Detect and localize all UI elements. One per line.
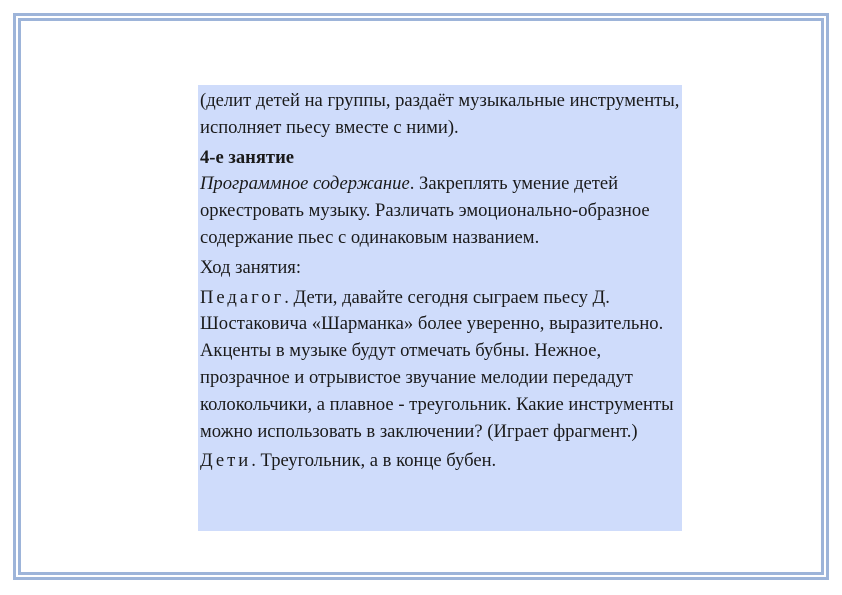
lesson-heading: 4-е занятие <box>200 146 295 168</box>
children-label: Дети <box>200 450 252 472</box>
teacher-paragraph <box>200 285 680 446</box>
program-label: Программное содержание <box>200 173 410 195</box>
text-content-box <box>198 85 682 531</box>
intro-paragraph: (делит детей на группы, раздаёт музыкальные инструменты, исполняет пьесу вместе с ними). <box>200 90 680 138</box>
children-paragraph <box>200 448 680 475</box>
teacher-text: . Дети, давайте сегодня сыграем пьесу Д. Шостаковича «Шарманка» более уверенно, выразительно. Акценты в музыке будут отмечать бубны. Нежное, прозрачное и отрывистое звучание мелодии передадут колокольчики, а плавное - треугольник. Какие инструменты можно использовать в заключении? (Играет фрагмент.) <box>200 286 674 442</box>
program-paragraph <box>200 171 680 251</box>
children-text: . Треугольник, а в конце бубен. <box>251 450 497 472</box>
course-label: Ход занятия: <box>200 256 302 278</box>
program-text: . Закреплять умение детей оркестровать музыку. Различать эмоционально-образное содержание пьес с одинаковым названием. <box>200 173 650 248</box>
teacher-label: Педагог <box>200 286 285 308</box>
